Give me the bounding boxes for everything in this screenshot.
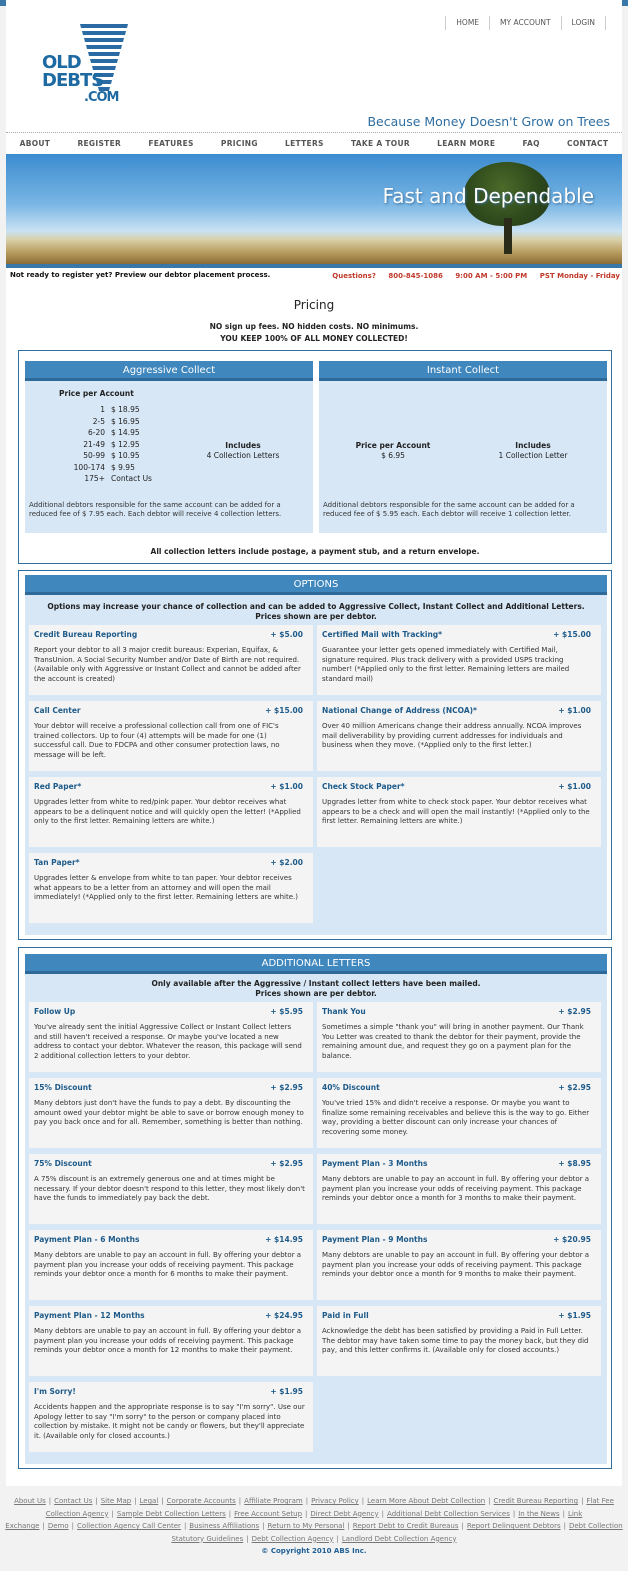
hero-banner: [6, 154, 622, 264]
footer-separator: |: [305, 1509, 308, 1518]
letter-name: Thank You: [322, 1007, 366, 1016]
additional-letters-grid: [25, 1002, 607, 1462]
aggressive-collect-panel: [25, 361, 313, 533]
nav-faq[interactable]: FAQ: [522, 139, 540, 148]
pricing-line-1: NO sign up fees. NO hidden costs. NO minimums.: [209, 322, 419, 331]
footer-separator: |: [183, 1522, 187, 1530]
topnav-home-link[interactable]: HOME: [445, 16, 489, 30]
letter-description: A 75% discount is an extremely generous one and at times might be necessary. If your debtor doesn't respond to this letter, they most likely don't have the funds to immediately pay back the debt.: [34, 1175, 305, 1202]
letter-name: 75% Discount: [34, 1159, 92, 1168]
footer-separator: |: [161, 1497, 164, 1505]
page-container: [6, 0, 622, 1486]
additional-intro-line-1: Only available after the Aggressive / Instant collect letters have been mailed.: [151, 979, 481, 988]
page-title: Pricing: [293, 298, 335, 312]
footer-link[interactable]: Report Debt to Credit Bureaus: [352, 1522, 459, 1530]
letter-price: + $8.95: [558, 1159, 591, 1168]
option-card: [29, 777, 313, 847]
instant-includes-value: 1 Collection Letter: [498, 451, 568, 460]
option-description: Your debtor will receive a professional collection call from one of FIC's trained collectors. Up to four (4) attempts will be made for one (1) successful call. Due to FDCPA and other consumer protection laws, no message will be left.: [34, 722, 280, 759]
footer-link[interactable]: Privacy Policy: [311, 1497, 359, 1505]
option-price: + $1.00: [558, 706, 591, 715]
footer: [0, 1495, 628, 1558]
footer-link[interactable]: Direct Debt Agency: [310, 1509, 379, 1518]
instant-includes-label: Includes: [515, 441, 551, 450]
options-grid: [25, 625, 607, 931]
aggressive-includes-value: 4 Collection Letters: [206, 451, 280, 460]
option-price: + $5.00: [270, 630, 303, 639]
letter-price: + $1.95: [270, 1387, 303, 1396]
footer-link[interactable]: Business Affiliations: [189, 1522, 260, 1530]
footer-separator: |: [361, 1497, 365, 1505]
letter-price: + $20.95: [553, 1235, 591, 1244]
price-row-quantity: 100-174: [73, 462, 105, 472]
letter-price: + $2.95: [270, 1159, 303, 1168]
contact-days: PST Monday - Friday: [539, 272, 620, 280]
option-card: [317, 625, 601, 695]
aggressive-price-table: [49, 405, 169, 505]
instant-collect-header: Instant Collect: [319, 361, 607, 381]
footer-link[interactable]: Debt Collection Agency: [251, 1534, 334, 1543]
price-row-quantity: 6-20: [87, 428, 105, 437]
options-intro-line-2: Prices shown are per debtor.: [255, 612, 377, 621]
footer-separator: |: [71, 1522, 75, 1530]
letter-name: Payment Plan - 9 Months: [322, 1235, 428, 1244]
footer-separator: |: [48, 1497, 52, 1505]
additional-intro: [25, 979, 607, 999]
footer-separator: |: [42, 1522, 45, 1530]
footer-separator: |: [305, 1497, 309, 1505]
letter-name: Payment Plan - 3 Months: [322, 1159, 428, 1168]
letter-card: [29, 1382, 313, 1452]
footer-link[interactable]: Additional Debt Collection Services: [387, 1509, 510, 1518]
hero-divider: [6, 264, 622, 268]
option-card: [317, 701, 601, 771]
logo-text-debts: DEBTS: [42, 70, 104, 91]
letter-card: [29, 1306, 313, 1376]
price-row-quantity: 1: [100, 405, 105, 414]
letter-price: + $2.95: [558, 1083, 591, 1092]
options-box: [18, 570, 612, 940]
nav-features[interactable]: FEATURES: [148, 139, 194, 148]
footer-link[interactable]: Return to My Personal: [267, 1522, 345, 1530]
option-price: + $1.00: [558, 782, 591, 791]
footer-separator: |: [347, 1522, 350, 1530]
letter-card: [29, 1154, 313, 1224]
price-row-quantity: 175+: [84, 474, 105, 483]
footer-separator: |: [512, 1509, 516, 1518]
price-row-quantity: 21-49: [83, 439, 105, 449]
option-description: Over 40 million Americans change their address annually. NCOA improves mail deliverability by providing current addresses for individuals and business when they move. (*Applied only to the first letter.): [322, 722, 582, 749]
pricing-guarantee: [6, 321, 622, 345]
footer-separator: |: [581, 1497, 584, 1505]
option-name: Credit Bureau Reporting: [34, 630, 138, 639]
options-intro: [25, 602, 607, 622]
letter-card: [317, 1306, 601, 1376]
nav-learn-more[interactable]: LEARN MORE: [437, 139, 496, 148]
letter-price: + $2.95: [270, 1083, 303, 1092]
footer-link[interactable]: Demo: [47, 1522, 69, 1530]
price-row: [49, 474, 169, 485]
topnav-login-link[interactable]: LOGIN: [561, 16, 606, 30]
footer-link[interactable]: Site Map: [100, 1497, 132, 1505]
footer-link[interactable]: Collection Agency Call Center: [77, 1522, 181, 1530]
price-row: [49, 440, 169, 451]
letter-description: Accidents happen and the appropriate response is to say "I'm sorry". Use our Apology letter to say "I'm sorry" to the person or company placed into collection by mistake. It might not be candy or flowers, but they'll appreciate it. (Available only for closed accounts.): [34, 1403, 305, 1440]
footer-link[interactable]: Report Delinquent Debtors: [466, 1522, 561, 1530]
footer-separator: |: [134, 1497, 137, 1505]
letter-description: Many debtors are unable to pay an account in full. By offering your debtor a payment plan you increase your odds of receiving payment. This package reminds your debtor once a month for 6 months to make their payment.: [34, 1251, 302, 1278]
topnav-my-account-link[interactable]: MY ACCOUNT: [489, 16, 561, 30]
letter-card: [317, 1002, 601, 1072]
additional-intro-line-2: Prices shown are per debtor.: [255, 989, 377, 998]
logo-text-old: OLD: [42, 52, 81, 73]
contact-questions: Questions?: [332, 272, 376, 280]
footer-separator: |: [488, 1497, 491, 1505]
letter-description: You've tried 15% and didn't receive a response. Or maybe you want to finalize some remaining receivables and believe this is the way to go. Either way, providing a better discount can only increase your chances of recovering some money.: [322, 1099, 590, 1136]
aggressive-collect-header: Aggressive Collect: [25, 361, 313, 381]
footer-separator: |: [563, 1522, 566, 1530]
letter-name: I'm Sorry!: [34, 1387, 76, 1396]
letter-name: Paid in Full: [322, 1311, 369, 1320]
options-intro-line-1: Options may increase your chance of collection and can be added to Aggressive Collect, Instant Collect and Additional Letters.: [47, 602, 585, 611]
footer-link[interactable]: In the News: [518, 1509, 560, 1518]
instant-price-header: Price per Account: [355, 441, 431, 450]
tagline: Because Money Doesn't Grow on Trees: [367, 114, 610, 129]
price-row-price: $ 14.95: [111, 428, 140, 437]
instant-note: Additional debtors responsible for the same account can be added for a reduced fee of $ 5.95 each. Each debtor will receive 1 collection letter.: [323, 501, 575, 518]
letter-price: + $24.95: [265, 1311, 303, 1320]
nav-take-a-tour[interactable]: TAKE A TOUR: [350, 139, 410, 148]
nav-contact[interactable]: CONTACT: [567, 139, 609, 148]
letter-description: Many debtors are unable to pay an account in full. By offering your debtor a payment plan you increase your odds of receiving payment. This package reminds your debtor once a month for 12 months to make their payment.: [34, 1327, 302, 1354]
contact-hours: 9:00 AM - 5:00 PM: [455, 272, 528, 280]
letter-description: Sometimes a simple "thank you" will bring in another payment. Our Thank You Letter was created to thank the debtor for their payment, provide the remaining amount due, and request they go on a payment plan for the balance.: [322, 1023, 584, 1060]
price-row-price: $ 12.95: [111, 439, 140, 449]
tree-trunk: [504, 218, 512, 254]
price-row-price: $ 16.95: [111, 416, 140, 426]
option-description: Upgrades letter from white to check stock paper. Your debtor receives what appears to be a check and will open the mail instantly! (*Applied only to the first letter. Remaining letters are white.): [322, 798, 590, 825]
letter-description: Many debtors just don't have the funds to pay a debt. By discounting the amount owed your debtor might be able to save or borrow enough money to pay you back once and for all. Remember, something is better than nothing.: [34, 1099, 304, 1126]
price-row: [49, 451, 169, 462]
footer-link[interactable]: Sample Debt Collection Letters: [116, 1509, 226, 1518]
letter-name: Follow Up: [34, 1007, 76, 1016]
price-row-price: $ 10.95: [111, 451, 140, 460]
logo-text-com: .COM: [84, 90, 119, 105]
aggressive-note: Additional debtors responsible for the same account can be added for a reduced fee of $ 7.95 each. Each debtor will receive 4 collection letters.: [29, 501, 282, 518]
option-card: [317, 777, 601, 847]
price-row-price: $ 9.95: [111, 462, 135, 472]
letter-name: 15% Discount: [34, 1083, 92, 1092]
options-header: OPTIONS: [25, 575, 607, 595]
footer-separator: |: [111, 1509, 114, 1518]
option-card: [29, 701, 313, 771]
footer-separator: |: [262, 1522, 265, 1530]
price-row-price: $ 18.95: [111, 405, 140, 414]
nav-register[interactable]: REGISTER: [77, 139, 122, 148]
footer-separator: |: [461, 1522, 464, 1530]
footer-link[interactable]: Legal: [139, 1497, 159, 1505]
option-description: Report your debtor to all 3 major credit bureaus: Experian, Equifax, & TransUnion. A Social Security Number and/or Date of Birth are not required. (Available only with Aggressive or Instant Collect and cannot be added after the account is created): [34, 646, 301, 683]
footer-link[interactable]: About Us: [14, 1497, 46, 1505]
letter-card: [317, 1230, 601, 1300]
letter-card: [317, 1154, 601, 1224]
footer-copyright: © Copyright 2010 ABS Inc.: [261, 1547, 367, 1555]
site-logo[interactable]: [36, 22, 136, 110]
footer-separator: |: [228, 1509, 232, 1518]
footer-link[interactable]: Contact Us: [54, 1497, 93, 1505]
option-name: Call Center: [34, 706, 81, 715]
hero-title: Fast and Dependable: [382, 184, 594, 208]
letter-name: Payment Plan - 6 Months: [34, 1235, 140, 1244]
additional-letters-box: [18, 947, 612, 1469]
letter-description: Many debtors are unable to pay an account in full. By offering your debtor a payment plan you increase your odds of receiving payment. This package reminds your debtor once a month for 9 months to make their payment.: [322, 1251, 590, 1278]
options-panel: [25, 575, 607, 935]
option-name: Tan Paper*: [34, 858, 80, 867]
pricing-box: [18, 350, 612, 564]
additional-letters-header: ADDITIONAL LETTERS: [25, 954, 607, 974]
option-card: [29, 625, 313, 695]
price-row: [49, 405, 169, 416]
nav-pricing[interactable]: PRICING: [220, 139, 258, 148]
contact-phone: 800-845-1086: [388, 272, 443, 280]
option-name: Red Paper*: [34, 782, 82, 791]
footer-link[interactable]: Free Account Setup: [234, 1509, 303, 1518]
additional-letters-panel: [25, 954, 607, 1464]
footer-link[interactable]: Landlord Debt Collection Agency: [341, 1534, 457, 1543]
option-name: Certified Mail with Tracking*: [322, 630, 443, 639]
aggressive-includes-label: Includes: [225, 441, 261, 450]
letter-name: Payment Plan - 12 Months: [34, 1311, 145, 1320]
footer-separator: |: [562, 1509, 565, 1518]
instant-collect-panel: [319, 361, 607, 533]
main-nav: [6, 132, 622, 154]
price-row-price: Contact Us: [111, 474, 152, 483]
nav-letters[interactable]: LETTERS: [285, 139, 324, 148]
price-row: [49, 463, 169, 474]
option-price: + $15.00: [265, 706, 303, 715]
letter-card: [29, 1002, 313, 1072]
price-row-quantity: 2-5: [92, 416, 105, 426]
option-description: Guarantee your letter gets opened immediately with Certified Mail, signature required. Plus track delivery with a provided USPS tracking number! (*Applied only to the first letter. Remaining letters are mailed standard mail): [322, 646, 570, 683]
price-row: [49, 428, 169, 439]
nav-about[interactable]: ABOUT: [19, 139, 51, 148]
footer-link[interactable]: Link Exchange: [5, 1509, 583, 1530]
pricing-line-2: YOU KEEP 100% OF ALL MONEY COLLECTED!: [220, 334, 408, 343]
preview-link[interactable]: Not ready to register yet? Preview our debtor placement process.: [10, 271, 271, 279]
option-price: + $1.00: [270, 782, 303, 791]
footer-link[interactable]: Corporate Accounts: [166, 1497, 236, 1505]
option-price: + $15.00: [553, 630, 591, 639]
letter-card: [29, 1078, 313, 1148]
letter-price: + $1.95: [558, 1311, 591, 1320]
option-price: + $2.00: [270, 858, 303, 867]
option-name: Check Stock Paper*: [322, 782, 405, 791]
option-card: [29, 853, 313, 923]
footer-separator: |: [336, 1534, 339, 1543]
letter-price: + $2.95: [558, 1007, 591, 1016]
option-description: Upgrades letter from white to red/pink paper. Your debtor receives what appears to be a delinquent notice and will quickly open the letter! (*Applied only to the first letter. Remaining letters are white.): [34, 798, 301, 825]
letter-description: Many debtors are unable to pay an account in full. By offering your debtor a payment plan you increase your odds of receiving payment. This package reminds your debtor once a month for 3 months to make their payment.: [322, 1175, 590, 1202]
top-nav: [445, 16, 606, 30]
option-name: National Change of Address (NCOA)*: [322, 706, 477, 715]
footer-separator: |: [95, 1497, 98, 1505]
instant-price-value: $ 6.95: [381, 451, 405, 460]
letter-description: You've already sent the initial Aggressive Collect or Instant Collect letters and still haven't received a response. Or maybe you've located a new address to contact your debtor. Whatever the reason, this package will send 2 additional collection letters to your debtor.: [34, 1023, 302, 1060]
footer-link[interactable]: Flat Fee Collection Agency: [45, 1497, 614, 1518]
footer-link[interactable]: Debt Collection Statutory Guidelines: [171, 1522, 623, 1543]
footer-separator: |: [381, 1509, 385, 1518]
pricing-footnote: All collection letters include postage, a payment stub, and a return envelope.: [150, 547, 480, 556]
footer-link[interactable]: Learn More About Debt Collection: [367, 1497, 486, 1505]
letter-price: + $14.95: [265, 1235, 303, 1244]
letter-card: [29, 1230, 313, 1300]
footer-separator: |: [238, 1497, 242, 1505]
letter-description: Acknowledge the debt has been satisfied by providing a Paid in Full Letter. The debtor may have taken some time to pay the money back, but they did pay, and this letter confirms it. (Available only for closed accounts.): [322, 1327, 589, 1354]
footer-separator: |: [246, 1534, 249, 1543]
price-row: [49, 417, 169, 428]
letter-card: [317, 1078, 601, 1148]
aggressive-price-header: Price per Account: [59, 389, 134, 398]
contact-info: [322, 272, 620, 280]
price-row-quantity: 50-99: [83, 451, 105, 460]
footer-link[interactable]: Credit Bureau Reporting: [493, 1497, 579, 1505]
letter-name: 40% Discount: [322, 1083, 380, 1092]
footer-link[interactable]: Affiliate Program: [244, 1497, 303, 1505]
letter-price: + $5.95: [270, 1007, 303, 1016]
option-description: Upgrades letter & envelope from white to tan paper. Your debtor receives what appears to be a letter from an attorney and will open the mail immediately! (*Applied only to the first letter. Remaining letters are white.): [34, 874, 298, 901]
